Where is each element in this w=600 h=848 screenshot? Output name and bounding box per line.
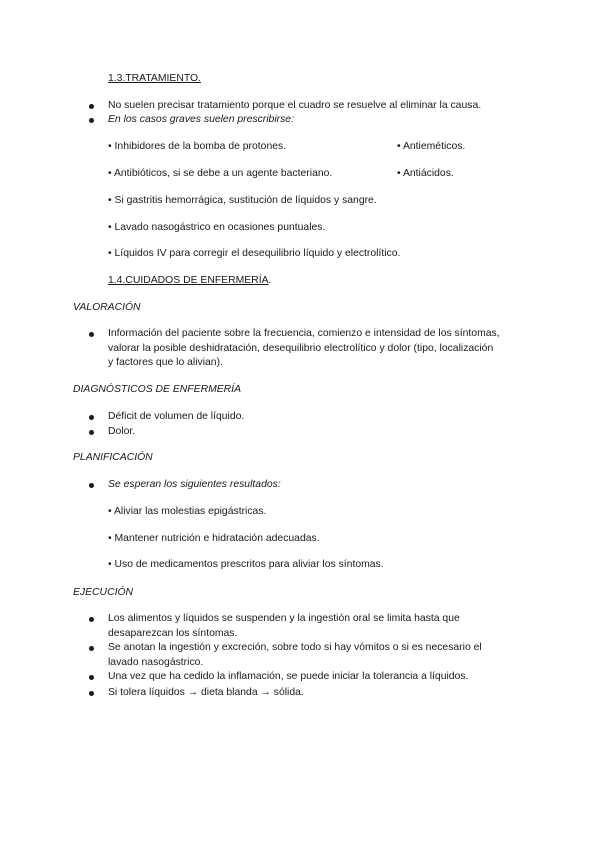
subsection-title-diagnosticos: DIAGNÓSTICOS DE ENFERMERÍA xyxy=(73,384,242,395)
bullet-icon xyxy=(89,675,94,680)
bullet-icon xyxy=(89,646,94,651)
list-item-text: Se esperan los siguientes resultados: xyxy=(108,479,281,490)
text-line: lavado nasogástrico. xyxy=(108,656,204,668)
sub-item: • Aliviar las molestias epigástricas. xyxy=(108,506,267,517)
list-item-text xyxy=(108,327,500,371)
sub-item: • Mantener nutrición e hidratación adecuadas. xyxy=(108,533,320,544)
subsection-title-planificacion: PLANIFICACIÓN xyxy=(73,452,153,463)
text-line: y factores que lo alivian). xyxy=(108,357,223,368)
sub-item: • Lavado nasogástrico en ocasiones puntuales. xyxy=(108,222,326,233)
sub-item: • Antiácidos. xyxy=(397,168,454,179)
section-heading-cuidados xyxy=(108,274,271,289)
bullet-icon xyxy=(89,483,94,488)
text-line: Información del paciente sobre la frecuencia, comienzo e intensidad de los síntomas, xyxy=(108,328,500,339)
bullet-icon xyxy=(89,691,94,696)
list-item-text xyxy=(108,612,460,641)
text-line: desaparezcan los síntomas. xyxy=(108,627,238,639)
bullet-icon xyxy=(89,332,94,337)
subsection-title-valoracion: VALORACIÓN xyxy=(73,302,141,313)
bullet-icon xyxy=(89,118,94,123)
sub-item: • Antibióticos, si se debe a un agente bacteriano. xyxy=(108,168,333,179)
bullet-icon xyxy=(89,430,94,435)
text-line: Se anotan la ingestión y excreción, sobre todo si hay vómitos o si es necesario el xyxy=(108,642,482,653)
text-line: Los alimentos y líquidos se suspenden y la ingestión oral se limita hasta que xyxy=(108,613,460,624)
sub-item: • Uso de medicamentos prescritos para aliviar los síntomas. xyxy=(108,559,384,570)
bullet-icon xyxy=(89,104,94,109)
cuidados-heading-text: 1.4.CUIDADOS DE ENFERMERÍA xyxy=(108,275,269,286)
list-item-text: En los casos graves suelen prescribirse: xyxy=(108,114,294,125)
section-heading-tratamiento: 1.3.TRATAMIENTO. xyxy=(108,73,201,84)
list-item-text: Dolor. xyxy=(108,426,136,437)
sub-item: • Inhibidores de la bomba de protones. xyxy=(108,141,287,152)
cuidados-heading-suffix: . xyxy=(268,275,272,286)
sub-item: • Si gastritis hemorrágica, sustitución de líquidos y sangre. xyxy=(108,195,377,206)
list-item-text: No suelen precisar tratamiento porque el cuadro se resuelve al eliminar la causa. xyxy=(108,100,482,111)
bullet-icon xyxy=(89,617,94,622)
list-item-text xyxy=(108,641,482,670)
list-item-text: Déficit de volumen de líquido. xyxy=(108,411,245,422)
subsection-title-ejecucion: EJECUCIÓN xyxy=(73,587,134,598)
list-item-text: Una vez que ha cedido la inflamación, se puede iniciar la tolerancia a líquidos. xyxy=(108,671,469,682)
sub-item: • Líquidos IV para corregir el desequilibrio líquido y electrolítico. xyxy=(108,248,401,259)
sub-item: • Antieméticos. xyxy=(397,141,466,152)
text-line: valorar la posible deshidratación, desequilibrio electrolítico y dolor (tipo, localización xyxy=(108,342,494,354)
list-item-text: Si tolera líquidos → dieta blanda → sólida. xyxy=(108,687,304,698)
bullet-icon xyxy=(89,415,94,420)
